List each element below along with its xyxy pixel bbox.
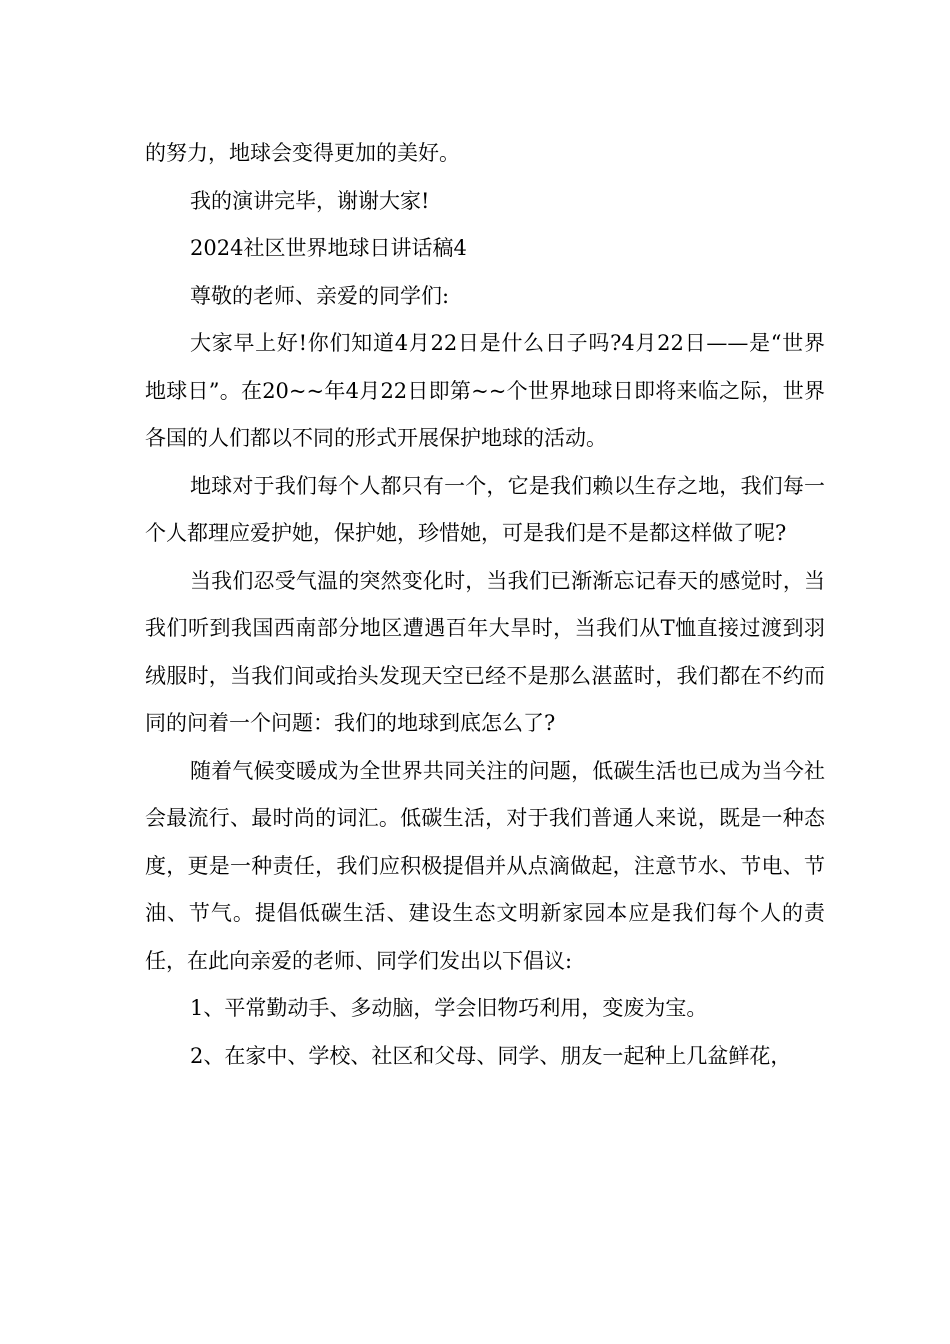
paragraph-2: 我的演讲完毕，谢谢大家! (190, 188, 430, 213)
paragraph-6: 地球对于我们每个人都只有一个，它是我们赖以生存之地，我们每一个人都理应爱护她，保护她，珍惜她，可是我们是不是都这样做了呢? (145, 473, 825, 545)
paragraph-5: 大家早上好!你们知道4月22日是什么日子吗?4月22日——是“世界地球日”。在20~~年4月22日即第~~个世界地球日即将来临之际，世界各国的人们都以不同的形式开展保护地球的活动。 (145, 331, 825, 450)
document-page (145, 130, 825, 1080)
section-heading: 2024社区世界地球日讲话稿4 (190, 236, 467, 260)
salutation: 尊敬的老师、亲爱的同学们: (190, 283, 450, 308)
list-item-1: 1、平常勤动手、多动脑，学会旧物巧利用，变废为宝。 (190, 996, 708, 1020)
paragraph-7: 当我们忍受气温的突然变化时，当我们已渐渐忘记春天的感觉时，当我们听到我国西南部分地区遭遇百年大旱时，当我们从T恤直接过渡到羽绒服时，当我们间或抬头发现天空已经不是那么湛蓝时，我们都在不约而同的问着一个问题：我们的地球到底怎么了? (145, 568, 825, 735)
paragraph-8: 随着气候变暖成为全世界共同关注的问题，低碳生活也已成为当今社会最流行、最时尚的词汇。低碳生活，对于我们普通人来说，既是一种态度，更是一种责任，我们应积极提倡并从点滴做起，注意节水、节电、节油、节气。提倡低碳生活、建设生态文明新家园本应是我们每个人的责任，在此向亲爱的老师、同学们发出以下倡议: (145, 758, 825, 973)
paragraph-1: 的努力，地球会变得更加的美好。 (145, 141, 460, 165)
list-item-2: 2、在家中、学校、社区和父母、同学、朋友一起种上几盆鲜花， (190, 1043, 792, 1068)
